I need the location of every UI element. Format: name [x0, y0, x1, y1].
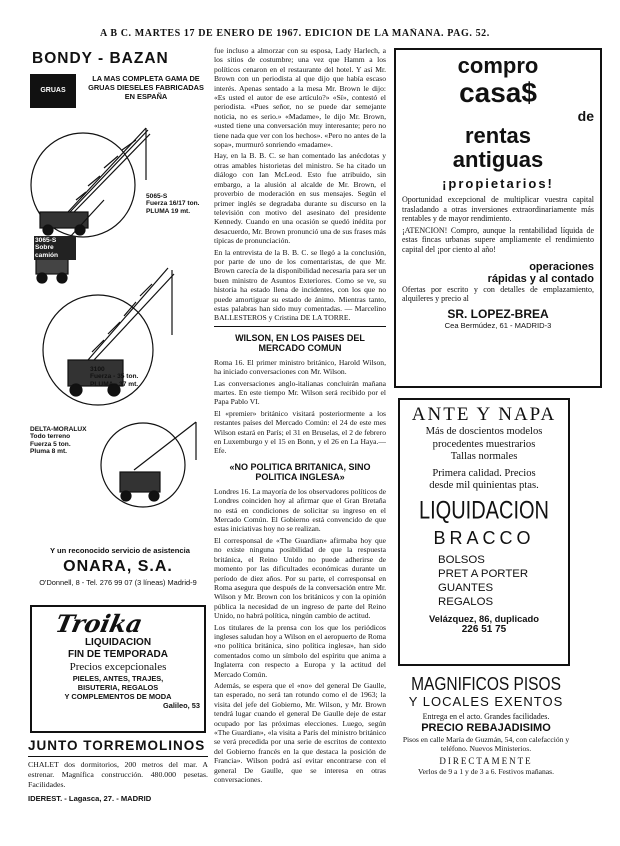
ante-line7: BRACCO [433, 527, 535, 548]
compro-casas-ad [394, 48, 602, 388]
ante-line5: desde mil quinientas ptas. [429, 480, 539, 491]
ante-address: Velázquez, 86, duplicado [429, 612, 539, 624]
ante-napa-ad [398, 398, 570, 666]
ante-line11: REGALOS [438, 595, 494, 608]
pisos-ad [396, 676, 576, 826]
crane-illustrations [28, 120, 208, 520]
troika-line5: BISUTERIA, REGALOS [77, 683, 159, 692]
compro-line8: rápidas y al contado [487, 272, 594, 285]
troika-line1: LIQUIDACION [84, 637, 152, 648]
compro-line6: ¡propietarios! [442, 176, 554, 191]
troika-address: Galileo, 53 [163, 701, 200, 710]
article-top-p1: fue incluso a almorzar con su esposa, Lady Harlech, a los sitios de costumbre; una vez que Hamm a los políticos cenaron en el restaurante del hotel. Y así Mr. Brown con un periodista al que dijo que había escaso interés. Apenas sentado a la mesa Mr. Brown le dijo: «Es usted el autor de ese artículo?» «Sí», contestó el periodista. «Pues señor, no se puede dar semejante noticia, no es serio.» «Madame», le dijo Mr. Brown, «usted tiene una conversación muy interesante; pero no tiene nada que ver con los hechos». «Pero no antes de la sopa», murmuró sonriendo «madame». [214, 46, 386, 150]
compro-p2: ¡ATENCION! Compro, aunque la rentabilidad líquida de estas fincas urbanas supere ampliamente el rendimiento capital del ¡por ciento al año! [402, 225, 594, 254]
article-p3: El «premier» británico visitará posteriormente a los restantes países del Mercado Común: el 24 de este mes Wilson estará en París; el 31 en Bruselas, el 2 de febrero en Luxemburgo y el 15 en Bonn, y el 26 en La Haya.— Efe. [214, 408, 386, 456]
compro-p1: Oportunidad excepcional de multiplicar vuestra capital trasladando a otras inversiones extraordinariamente más rentables y de mayor rendimiento. [402, 195, 594, 224]
bondy-service: Y un reconocido servicio de asistencia [50, 546, 190, 555]
article-p4: Londres 16. La mayoría de los observadores políticos de Londres coinciden hoy al afirmar que el Gran Bretaña no está en condiciones de solicitar su ingreso en el Mercado Común. El Gobierno está convencido de que estas iniciativas hoy no se realizan. [214, 486, 386, 534]
compro-p3: Ofertas por escrito y con detalles de emplazamiento, alquileres y precio al [402, 284, 594, 304]
compro-line2: casa$ [459, 77, 537, 108]
ante-line9: PRET A PORTER [438, 567, 529, 580]
ante-line2: procedentes muestrarios [432, 438, 536, 450]
ante-phone: 226 51 75 [461, 623, 507, 635]
ante-line3: Tallas normales [450, 451, 518, 462]
troika-logo: Troika [53, 609, 146, 638]
troika-ad [30, 605, 206, 733]
bondy-brand: BONDY - BAZAN [32, 50, 169, 67]
article-p5: El corresponsal de «The Guardian» afirmaba hoy que no existe ninguna posibilidad de que la respuesta británica, el Reino Unido no puede adherirse de momento por las dificultades económicas durante un período de diez años. Por su parte, el corresponsal en Roma asegura que después de la conversación entre Mr. Wilson y Mr. Brown con los británicos y con la opinión pública la necesidad de un ingreso de parte del Reino Unido, no habrá política, ningún cambio de actitud. [214, 535, 386, 621]
ante-line6: LIQUIDACION [418, 496, 550, 525]
pisos-line1: MAGNIFICOS PISOS [411, 676, 561, 695]
article-p6: Los titulares de la prensa con los que los periódicos ingleses saludan hoy a Wilson en el aeropuerto de Roma «no política británica, sino política inglesa», han sido comentados como un símbolo del espíritu que anima a Inglaterra con respecto a Europa y la actitud del Mercado Común. [214, 622, 386, 679]
compro-line1: compro [457, 53, 539, 78]
article-top-p3: En la entrevista de la B. B. C. se llegó a la conclusión, por parte de uno de los comentaristas, de que Mr. Brown carecía de la disponibilidad necesaria para ser un buen ministro de Asuntos Exteriores. Como se ve, su historia ha estado llena de incidentes, con los que no puede amortiguar su estado de ánimo. Mientras tanto, estas palabras han sido muy comentadas. — Marcelino BALLESTEROS y Cristina DE LA TORRE. [214, 247, 386, 323]
crane-spec-1: 5065-S Fuerza 16/17 ton. PLUMA 19 mt. [146, 193, 200, 215]
bondy-address: O'Donnell, 8 - Tel. 276 99 07 (3 líneas) Madrid-9 [39, 578, 197, 587]
compro-line5: antiguas [452, 147, 544, 172]
pisos-p1: Entrega en el acto. Grandes facilidades. [422, 712, 550, 721]
pisos-line2: Y LOCALES EXENTOS [408, 694, 564, 709]
article-p7: Además, se espera que el «no» del general De Gaulle, tan esperado, no será tan rotundo como el de 1963; la visita del jefe del Gobierno, Mr. Wilson, y Mr. Brown tendrá lugar cuando el general De Gaulle deje de estar ocupado por las próximas elecciones. Luego, según «The Guardian», «la visita a París del ministro británico se verá precedida por una serie de escritos de contexto del Gobierno francés en la que destaca la posición de Francia». Wilson podrá así evitar encontrarse con el general De Gaulle, que se interesa en otras conversaciones. [214, 680, 386, 785]
ante-line10: GUANTES [438, 581, 494, 594]
troika-line2: FIN DE TEMPORADA [68, 649, 168, 660]
troika-line6: Y COMPLEMENTOS DE MODA [64, 692, 172, 701]
bondy-company: ONARA, S.A. [63, 558, 173, 575]
article-column [214, 46, 386, 836]
torremolinos-ad [28, 738, 208, 830]
pisos-line4: DIRECTAMENTE [439, 755, 533, 766]
troika-line3: Precios excepcionales [69, 661, 167, 673]
compro-line9: SR. LOPEZ-BREA [447, 306, 549, 321]
bondy-tagline: LA MAS COMPLETA GAMA DE GRUAS DIESELES FABRICADAS EN ESPAÑA [88, 74, 204, 101]
compro-line7: operaciones [529, 260, 594, 273]
page-header: A B C. MARTES 17 DE ENERO DE 1967. EDICION DE LA MAÑANA. PAG. 52. [100, 28, 490, 39]
article-heading-1: WILSON, EN LOS PAISES DEL MERCADO COMUN [235, 332, 365, 354]
ante-line8: BOLSOS [438, 553, 485, 566]
compro-line4: rentas [464, 123, 532, 148]
divider [28, 756, 208, 757]
article-heading-2: «NO POLITICA BRITANICA, SINO POLITICA INGLESA» [229, 461, 371, 483]
article-p1: Roma 16. El primer ministro británico, Harold Wilson, ha iniciado conversaciones con Mr. Wilson. [214, 357, 386, 377]
torremolinos-title: JUNTO TORREMOLINOS [28, 738, 206, 753]
torremolinos-text: CHALET dos dormitorios, 200 metros del mar. A estrenar. Magnífica construcción. 480.000 pesetas. Facilidades. [28, 760, 208, 789]
ante-title: ANTE Y NAPA [411, 404, 557, 425]
compro-line3: de [577, 108, 594, 124]
crane-spec-4: DELTA-MORALUX Todo terreno Fuerza 5 ton. Pluma 8 mt. [30, 426, 87, 456]
crane-spec-3: 3100 Fuerza - 35 ton. PLUMA - 37 mt. [90, 366, 139, 388]
article-top-p2: Hay, en la B. B. C. se han comentado las anécdotas y otras amables historietas del ministro. Se ha citado un diálogo con Ian McLeod. Esto fue atribuido, sin embargo, a la alusión al alcalde de Mr. Brown, el proverbio de moderación en sus mensajes. Según el primer inglés se degradaba durante su discurso en la televisión con motivo del asesinato del presidente Kennedy. Cuando en una ocasión se quedó inédita por desacuerdo, Mr. Brown pronunció una de sus frases más típicas de pronunciación. [214, 151, 386, 246]
pisos-p3: Verlos de 9 a 1 y de 3 a 6. Festivos mañanas. [417, 766, 555, 776]
torremolinos-footer: IDEREST. - Lagasca, 27. - MADRID [28, 794, 152, 803]
ante-line4: Primera calidad. Precios [432, 467, 536, 479]
crane-spec-2: 3065-S Sobre camión [34, 236, 76, 260]
crane-4 [101, 422, 196, 507]
crane-1 [31, 128, 150, 237]
article-p2: Las conversaciones anglo-italianas concluirán mañana martes. En este tiempo Mr. Wilson será recibido por el Papa Pablo VI. [214, 378, 386, 407]
pisos-line3: PRECIO REBAJADISIMO [421, 722, 551, 734]
pisos-p2: Pisos en calle María de Guzmán, 54, con calefacción y teléfono. Nuevos Ministerios. [402, 735, 570, 754]
troika-line4: PIELES, ANTES, TRAJES, [72, 674, 164, 683]
compro-address: Cea Bermúdez, 61 - MADRID-3 [444, 320, 552, 330]
bondy-bazan-ad [28, 50, 208, 600]
ante-line1: Más de doscientos modelos [425, 426, 543, 437]
bondy-logo: GRUAS [30, 74, 76, 108]
divider [214, 326, 386, 327]
